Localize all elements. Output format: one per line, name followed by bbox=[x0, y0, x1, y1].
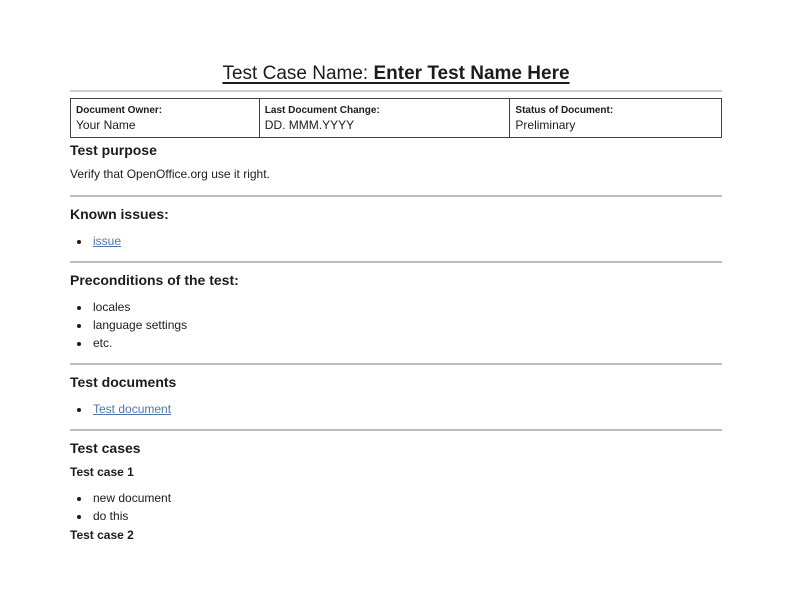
preconditions-heading: Preconditions of the test: bbox=[70, 272, 239, 288]
status-of-document-cell bbox=[510, 99, 722, 138]
status-of-document-label: Status of Document: bbox=[515, 105, 614, 116]
section-test-cases bbox=[70, 440, 722, 543]
list-item-label: new document bbox=[93, 491, 172, 505]
list-item bbox=[91, 337, 722, 350]
document-owner-label: Document Owner: bbox=[76, 105, 163, 116]
list-item-label: etc. bbox=[93, 336, 113, 350]
test-document-link[interactable]: Test document bbox=[93, 402, 172, 416]
preconditions-list bbox=[70, 301, 722, 350]
document-owner-cell bbox=[71, 99, 260, 138]
issue-link[interactable]: issue bbox=[93, 234, 122, 248]
test-cases-heading: Test cases bbox=[70, 440, 141, 456]
list-item bbox=[91, 403, 722, 416]
test-case-1-heading: Test case 1 bbox=[70, 465, 134, 479]
list-item bbox=[91, 319, 722, 332]
section-test-documents bbox=[70, 374, 722, 416]
last-document-change-label: Last Document Change: bbox=[264, 105, 380, 116]
section-divider bbox=[70, 261, 722, 263]
known-issues-heading: Known issues: bbox=[70, 206, 169, 222]
section-known-issues bbox=[70, 206, 722, 248]
last-document-change-cell bbox=[259, 99, 510, 138]
document-info-table bbox=[70, 98, 722, 138]
section-divider bbox=[70, 195, 722, 197]
list-item bbox=[91, 301, 722, 314]
page-title-text bbox=[222, 63, 569, 84]
last-document-change-value: DD. MMM.YYYY bbox=[264, 118, 355, 132]
test-case-1-list bbox=[70, 492, 722, 523]
list-item bbox=[91, 510, 722, 523]
list-item bbox=[91, 235, 722, 248]
document-owner-value: Your Name bbox=[76, 118, 136, 132]
test-documents-heading: Test documents bbox=[70, 374, 177, 390]
section-preconditions bbox=[70, 272, 722, 350]
list-item-label: locales bbox=[93, 300, 131, 314]
test-documents-list bbox=[70, 403, 722, 416]
status-of-document-value: Preliminary bbox=[515, 118, 576, 132]
list-item bbox=[91, 492, 722, 505]
page-title-prefix: Test Case Name: bbox=[222, 63, 374, 84]
page-title-emphasis: Enter Test Name Here bbox=[373, 63, 570, 84]
page-title bbox=[70, 62, 722, 92]
section-test-purpose bbox=[70, 142, 722, 182]
known-issues-list bbox=[70, 235, 722, 248]
section-divider bbox=[70, 363, 722, 365]
list-item-label: do this bbox=[93, 509, 129, 523]
table-row bbox=[71, 99, 722, 138]
test-purpose-body: Verify that OpenOffice.org use it right. bbox=[70, 167, 270, 181]
test-case-2-heading: Test case 2 bbox=[70, 528, 134, 542]
list-item-label: language settings bbox=[93, 318, 188, 332]
test-purpose-heading: Test purpose bbox=[70, 142, 157, 158]
section-divider bbox=[70, 429, 722, 431]
